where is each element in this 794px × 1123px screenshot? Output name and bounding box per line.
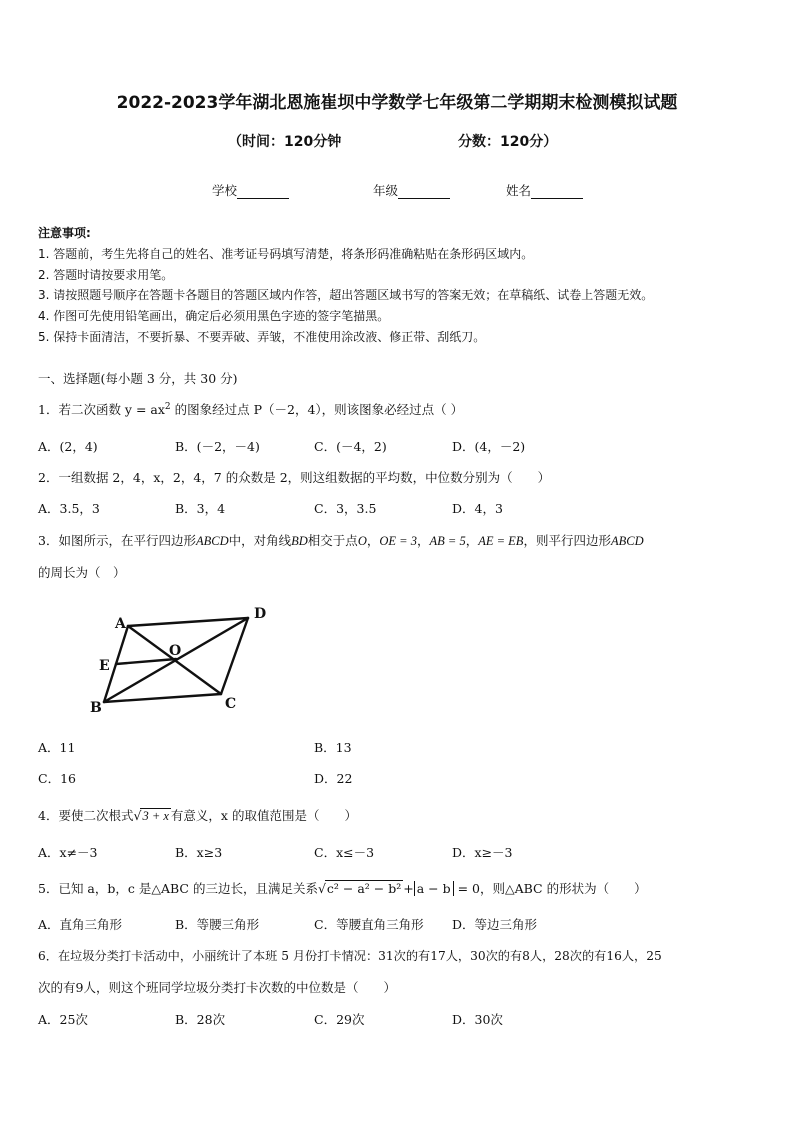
school-label: 学校 <box>212 183 238 198</box>
q3-text: ，则平行四边形 <box>523 533 611 548</box>
q3-o: O <box>357 534 367 548</box>
note-item: 3. 请按照题号顺序在答题卡各题目的答题区域内作答，超出答题区域书写的答案无效；在草稿纸、试卷上答题无效。 <box>38 288 654 303</box>
notes-block <box>38 223 653 348</box>
q3-option-b: B．13 <box>314 740 352 755</box>
grade-blank <box>398 185 450 199</box>
note-item: 5. 保持卡面清洁，不要折暴、不要弄破、弄皱，不准使用涂改液、修正带、刮纸刀。 <box>38 329 486 344</box>
q4-option-c: C．x≤－3 <box>314 845 375 860</box>
q2-option-d: D．4，3 <box>452 501 503 516</box>
q1-option-b: B．(－2，－4) <box>175 439 260 454</box>
label-e: E <box>99 658 110 674</box>
section-heading: 一、选择题(每小题 3 分，共 30 分) <box>38 371 238 386</box>
q1-text-post: 的图象经过点 P（－2，4），则该图象必经过点（ ） <box>170 402 464 417</box>
school-blank <box>237 185 289 199</box>
label-d: D <box>254 606 267 622</box>
note-item: 2. 答题时请按要求用笔。 <box>38 267 174 282</box>
question-2: 2．一组数据 2，4，x，2，4，7 的众数是 2，则这组数据的平均数，中位数分别为（ ） <box>38 470 551 485</box>
q3-cond: OE = 3 <box>379 534 417 548</box>
q4-option-a: A．x≠－3 <box>38 845 98 860</box>
parallelogram-figure <box>86 598 276 718</box>
edge-ad <box>128 618 248 626</box>
q3-line2: 的周长为（ ） <box>38 565 126 580</box>
score-label: 分数：120分） <box>458 134 558 150</box>
q3-cond: AE = EB <box>478 534 524 548</box>
question-5: 5．已知 a，b，c 是△ABC 的三边长，且满足关系√c² − a² − b² + a − b = 0，则△ABC 的形状为（ ） <box>38 881 647 896</box>
q3-option-a: A．11 <box>38 740 76 755</box>
grade-field <box>373 181 450 199</box>
q5-text-pre: 5．已知 a，b，c 是△ABC 的三边长，且满足关系 <box>38 881 318 896</box>
label-b: B <box>90 700 102 716</box>
q1-text-pre: 1．若二次函数 y = ax <box>38 402 165 417</box>
label-a: A <box>115 616 126 632</box>
q5-abs: a − b <box>414 881 454 896</box>
time-label: （时间：120分钟 <box>228 134 342 150</box>
notes-heading: 注意事项: <box>38 226 91 240</box>
q1-option-a: A．(2，4) <box>38 439 98 454</box>
q6-option-b: B．28次 <box>175 1012 226 1027</box>
q6-option-c: C．29次 <box>314 1012 365 1027</box>
q1-option-c: C．(－4，2) <box>314 439 387 454</box>
q2-option-b: B．3，4 <box>175 501 226 516</box>
question-1 <box>38 400 463 418</box>
q6-option-d: D．30次 <box>452 1012 503 1027</box>
q6-option-a: A．25次 <box>38 1012 88 1027</box>
q3-cond: AB = 5 <box>429 534 466 548</box>
q1-exponent: 2 <box>164 401 171 412</box>
q3-bd: BD <box>291 534 308 548</box>
q1-option-d: D．(4，－2) <box>452 439 526 454</box>
label-c: C <box>225 696 237 712</box>
q4-option-b: B．x≥3 <box>175 845 223 860</box>
note-item: 1. 答题前，考生先将自己的姓名、准考证号码填写清楚，将条形码准确粘贴在条形码区域内。 <box>38 246 534 261</box>
q3-text: 相交于点 <box>307 533 358 548</box>
q5-text-post: ，则△ABC 的形状为（ ） <box>480 881 647 896</box>
school-field <box>212 181 289 199</box>
sqrt-sign: √ <box>133 808 142 823</box>
q5-option-c: C．等腰直角三角形 <box>314 917 424 932</box>
q5-option-d: D．等边三角形 <box>452 917 538 932</box>
question-3: 3．如图所示，在平行四边形ABCD中，对角线BD相交于点O，OE = 3，AB = 5，AE = EB，则平行四边形ABCD <box>38 533 644 548</box>
sqrt-sign: √ <box>317 881 326 896</box>
question-4 <box>38 806 357 824</box>
q3-text: 中，对角线 <box>228 533 292 548</box>
edge-bc <box>104 694 221 702</box>
q6-line2: 次的有9人，则这个班同学垃圾分类打卡次数的中位数是（ ） <box>38 980 396 995</box>
name-label: 姓名 <box>506 183 532 198</box>
note-item: 4. 作图可先使用铅笔画出，确定后必须用黑色字迹的签字笔描黑。 <box>38 309 390 324</box>
q4-option-d: D．x≥－3 <box>452 845 513 860</box>
name-blank <box>531 185 583 199</box>
q3-abcd: ABCD <box>610 534 644 548</box>
question-6: 6．在垃圾分类打卡活动中，小丽统计了本班 5 月份打卡情况：31次的有17人，30次的有8人，28次的有16人，25 <box>38 949 662 963</box>
exam-title: 2022-2023学年湖北恩施崔坝中学数学七年级第二学期期末检测模拟试题 <box>116 93 678 113</box>
grade-label: 年级 <box>373 183 399 198</box>
q2-option-c: C．3，3.5 <box>314 501 377 516</box>
segment-eo <box>116 659 176 664</box>
q3-option-c: C．16 <box>38 771 76 786</box>
q5-option-a: A．直角三角形 <box>38 917 123 932</box>
q3-text: 3．如图所示，在平行四边形 <box>38 533 196 548</box>
q3-option-d: D．22 <box>314 771 353 786</box>
q5-radicand: c² − a² − b² <box>326 881 402 896</box>
q2-option-a: A．3.5，3 <box>38 501 100 516</box>
q4-radicand: 3 + x <box>142 809 169 823</box>
q4-text-pre: 4．要使二次根式 <box>38 808 134 823</box>
q5-option-b: B．等腰三角形 <box>175 917 260 932</box>
q5-equals: = 0 <box>453 881 480 896</box>
edge-dc <box>221 618 248 694</box>
name-field <box>506 181 583 199</box>
label-o: O <box>169 643 182 659</box>
q4-text-post: 有意义，x 的取值范围是（ ） <box>170 808 357 823</box>
q3-abcd: ABCD <box>195 534 229 548</box>
